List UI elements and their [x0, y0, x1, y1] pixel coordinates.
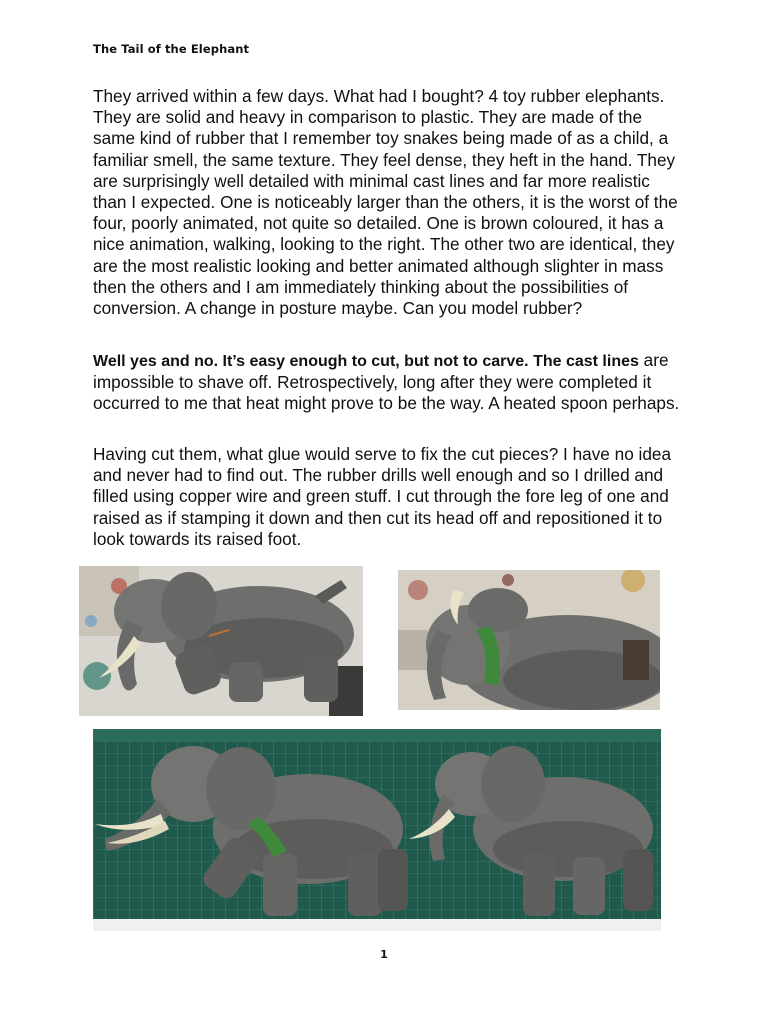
paragraph-2 — [93, 350, 683, 415]
photo-elephant-green-stuff — [398, 570, 660, 710]
paragraph-2-bold-lead: Well yes and no. It’s easy enough to cut, but not to carve. The cast lines — [93, 353, 639, 370]
page-number: 1 — [380, 948, 388, 961]
paragraph-1: They arrived within a few days. What had I bought? 4 toy rubber elephants. They are solid and heavy in comparison to plastic. They are made of the same kind of rubber that I remember toy snakes being made of as a child, a familiar smell, the same texture. They feel dense, they heft in the hand. They are surprisingly well detailed with minimal cast lines and far more realistic than I expected. One is noticeably larger than the others, it is the worst of the four, poorly animated, not quite so detailed. One is brown coloured, it has a nice animation, walking, looking to the right. The other two are identical, they are the most realistic looking and better animated although slighter in mass then the others and I am immediately thinking about the possibilities of conversion. A change in posture maybe. Can you model rubber? — [93, 86, 678, 319]
document-header: The Tail of the Elephant — [93, 42, 250, 56]
photo-elephant-cut-leg — [79, 566, 363, 716]
paragraph-2-rest: are impossible to shave off. Retrospectively, long after they were completed it occurred to me that heat might prove to be the way. A heated spoon perhaps. — [93, 350, 680, 414]
photo-two-elephants-cutting-mat — [93, 729, 661, 931]
paragraph-3: Having cut them, what glue would serve to fix the cut pieces? I have no idea and never had to find out. The rubber drills well enough and so I drilled and filled using copper wire and green stuff. I cut through the fore leg of one and raised as if stamping it down and then cut its head off and repositioned it to look towards its raised foot. — [93, 444, 672, 549]
